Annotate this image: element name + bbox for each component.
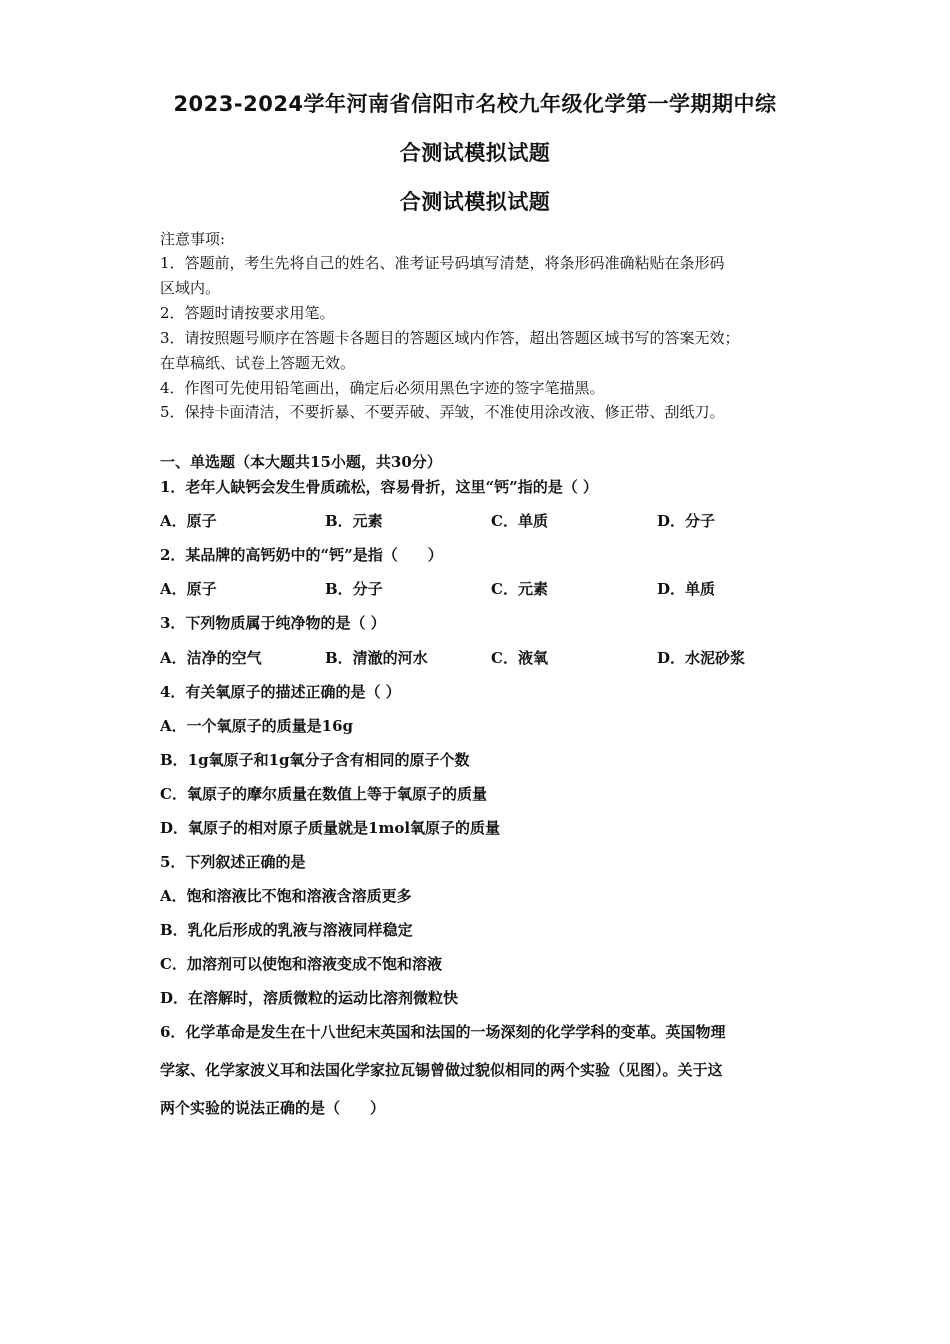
notice-line: 3．请按照题号顺序在答题卡各题目的答题区域内作答，超出答题区域书写的答案无效； — [160, 329, 740, 347]
option: C．加溶剂可以使饱和溶液变成不饱和溶液 — [160, 955, 442, 973]
option: A．饱和溶液比不饱和溶液含溶质更多 — [160, 887, 412, 905]
question-stem: 两个实验的说法正确的是（ ） — [160, 1099, 386, 1117]
option: A．原子 — [160, 512, 217, 530]
notice-line: 2．答题时请按要求用笔。 — [160, 304, 335, 322]
option: B．元素 — [325, 512, 383, 530]
notice-heading: 注意事项: — [160, 230, 226, 248]
option: C．元素 — [491, 580, 548, 598]
option: D．在溶解时，溶质微粒的运动比溶剂微粒快 — [160, 989, 459, 1007]
option: D．单质 — [657, 580, 716, 598]
option: C．液氧 — [491, 649, 548, 667]
option: D．水泥砂浆 — [657, 649, 746, 667]
section-heading: 一、单选题（本大题共15小题，共30分） — [160, 453, 442, 471]
option: D．氧原子的相对原子质量就是1mol氧原子的质量 — [160, 819, 501, 837]
option: B．1g氧原子和1g氧分子含有相同的原子个数 — [160, 751, 470, 769]
question-stem: 6．化学革命是发生在十八世纪末英国和法国的一场深刻的化学学科的变革。英国物理 — [160, 1023, 726, 1041]
notice-line: 区域内。 — [160, 279, 221, 297]
option: A．一个氧原子的质量是16g — [160, 717, 354, 735]
option: B．清澈的河水 — [325, 649, 428, 667]
question-stem: 5．下列叙述正确的是 — [160, 853, 306, 871]
question-stem: 4．有关氧原子的描述正确的是（ ） — [160, 683, 401, 701]
notice-line: 1．答题前，考生先将自己的姓名、准考证号码填写清楚，将条形码准确粘贴在条形码 — [160, 254, 725, 272]
exam-title-line2: 合测试模拟试题 — [399, 141, 551, 165]
option: C．氧原子的摩尔质量在数值上等于氧原子的质量 — [160, 785, 487, 803]
option: A．洁净的空气 — [160, 649, 262, 667]
exam-title-line3: 合测试模拟试题 — [399, 190, 551, 214]
question-stem: 3．下列物质属于纯净物的是（ ） — [160, 614, 386, 632]
question-stem: 1．老年人缺钙会发生骨质疏松，容易骨折，这里“钙”指的是（ ） — [160, 478, 598, 496]
question-stem: 2．某品牌的高钙奶中的“钙”是指（ ） — [160, 546, 443, 564]
notice-line: 4．作图可先使用铅笔画出，确定后必须用黑色字迹的签字笔描黑。 — [160, 379, 605, 397]
question-stem: 学家、化学家波义耳和法国化学家拉瓦锡曾做过貌似相同的两个实验（见图）。关于这 — [160, 1061, 723, 1079]
option: B．分子 — [325, 580, 383, 598]
option: C．单质 — [491, 512, 548, 530]
option: A．原子 — [160, 580, 217, 598]
notice-line: 5．保持卡面清洁，不要折暴、不要弄破、弄皱，不准使用涂改液、修正带、刮纸刀。 — [160, 403, 725, 421]
option: D．分子 — [657, 512, 716, 530]
option: B．乳化后形成的乳液与溶液同样稳定 — [160, 921, 413, 939]
exam-title-line1: 2023-2024学年河南省信阳市名校九年级化学第一学期期中综 — [173, 92, 777, 116]
notice-line: 在草稿纸、试卷上答题无效。 — [160, 354, 356, 372]
